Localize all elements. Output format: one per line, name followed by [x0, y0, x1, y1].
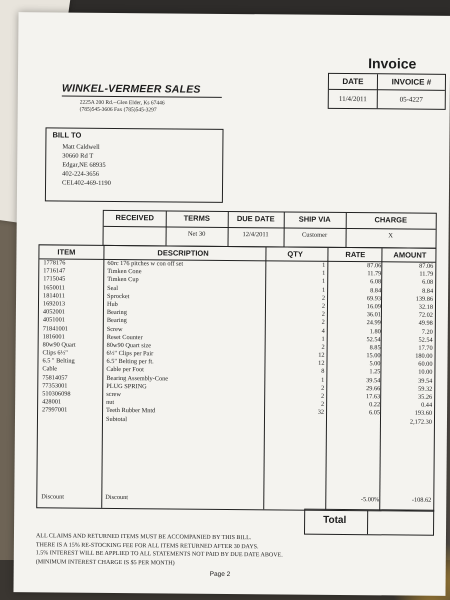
due-date-column	[228, 212, 284, 246]
qty-cell: 1	[321, 286, 326, 294]
amount-cell: 139.86	[415, 295, 434, 303]
amount-cell: 17.70	[418, 344, 433, 352]
description-cell: Hub	[106, 300, 118, 308]
item-cell: 4052001	[42, 308, 65, 316]
ship-via-value: Customer	[301, 231, 328, 239]
amount-cell: 35.26	[417, 393, 433, 401]
amount-cell: 180.00	[415, 352, 433, 360]
description-cell: Timken Cup	[107, 276, 139, 284]
amount-cell: 87.06	[419, 262, 434, 270]
discount-row	[37, 493, 433, 506]
rate-cell: 5.00	[369, 360, 381, 368]
line-items-table	[36, 244, 436, 511]
item-cell: 428001	[42, 398, 62, 406]
description-cell: screw	[106, 390, 121, 399]
amount-cell: 8.84	[422, 287, 434, 295]
amount-cell: 60.00	[418, 360, 433, 369]
rate-cell: 39.54	[366, 376, 381, 384]
item-cell: 80w90 Quart	[42, 341, 76, 349]
total-label: Total	[323, 514, 347, 527]
discount-description: Discount	[105, 493, 129, 502]
rate-cell: 87.06	[367, 262, 382, 270]
description-cell: PLUG SPRING	[106, 382, 147, 391]
item-cell: 71841001	[42, 324, 68, 333]
description-cell: 60rc 176 pitches w con off set	[107, 259, 184, 268]
item-cell: 4051001	[42, 316, 65, 324]
terms-footer	[36, 532, 283, 569]
item-cell: 1650011	[43, 283, 65, 292]
bill-to-line: 402-224-3656	[62, 170, 100, 178]
item-cell: Cable	[42, 365, 58, 373]
item-cell: 75814057	[42, 373, 68, 382]
received-value	[104, 230, 166, 231]
qty-cell: 12	[318, 360, 325, 368]
bill-to-label: BILL TO	[52, 130, 82, 140]
item-cell: 77353001	[42, 382, 68, 390]
received-column	[104, 211, 166, 246]
qty-cell: 1	[322, 278, 326, 286]
item-cell: 1716147	[43, 267, 66, 275]
table-rows	[38, 259, 435, 426]
qty-cell: 4	[321, 327, 325, 335]
rate-cell: 36.01	[366, 311, 381, 319]
item-cell: 1816001	[42, 333, 65, 341]
rate-cell: 11.79	[367, 270, 382, 278]
description-cell: nut	[106, 399, 115, 407]
rate-cell: 15.00	[366, 352, 381, 360]
invoice-sheet	[13, 12, 450, 596]
discount-item: Discount	[41, 493, 65, 501]
rate-cell: 17.63	[365, 393, 381, 401]
rate-cell: 52.54	[366, 335, 381, 343]
due-date-value: 12/4/2011	[242, 231, 269, 239]
amount-cell: 0.44	[421, 401, 433, 409]
page-number: Page 2	[209, 570, 231, 578]
company-name: WINKEL-VERMEER SALES	[61, 82, 201, 96]
qty-cell: 8	[321, 368, 325, 376]
qty-cell: 2	[321, 310, 325, 318]
description-cell: Subtotal	[105, 415, 128, 423]
qty-cell: 2	[321, 302, 326, 310]
invoice-number-label: INVOICE #	[378, 74, 445, 91]
amount-cell: 72.02	[418, 311, 433, 319]
ship-via-column	[284, 212, 346, 247]
description-cell: 6½" Clips per Pair	[106, 349, 154, 358]
total-box	[304, 509, 434, 536]
description-cell: Bearing Assembly-Cone	[106, 374, 169, 383]
received-label: RECEIVED	[115, 212, 154, 223]
bill-to-line: CEL402-469-1190	[62, 179, 111, 187]
footer-line: ALL CLAIMS AND RETURNED ITEMS MUST BE ACCOMPANIED BY THIS BILL.	[35, 533, 252, 542]
qty-cell: 32	[317, 409, 325, 417]
description-cell: Seal	[107, 284, 119, 292]
qty-cell: 2	[321, 319, 325, 327]
company-street: 2225A 200 Rd.--Glen Elder, Ks 67446	[79, 99, 165, 107]
company-underline	[62, 96, 222, 98]
date-invoice-box	[328, 73, 446, 110]
item-cell: 27997001	[42, 406, 68, 414]
discount-rate: -5.00%	[360, 496, 380, 504]
rate-cell: 0.22	[369, 401, 381, 409]
qty-cell: 2	[320, 400, 325, 408]
amount-header: AMOUNT	[393, 250, 427, 260]
rate-cell: 1.25	[369, 368, 381, 376]
description-cell: Reset Counter	[106, 333, 143, 341]
rate-cell: 16.09	[366, 303, 382, 311]
charge-column	[346, 213, 436, 248]
qty-cell: 1	[321, 376, 325, 384]
description-cell: 80w90 Quart size	[106, 341, 152, 350]
rate-header: RATE	[345, 249, 366, 260]
amount-cell: 32.18	[418, 303, 434, 311]
invoice-number: 05-4227	[399, 95, 423, 104]
bill-to-line: Edgar,NE 68935	[62, 161, 106, 169]
rate-cell: 6.05	[368, 409, 381, 417]
rate-cell: 69.93	[366, 294, 382, 303]
rate-cell: 8.85	[369, 344, 381, 352]
qty-cell: 1	[321, 335, 325, 343]
amount-cell: 52.54	[418, 336, 433, 344]
qty-cell: 2	[321, 294, 326, 302]
discount-amount: -108.62	[411, 496, 432, 504]
amount-cell: 49.98	[418, 319, 433, 328]
item-cell: Clips 6½"	[42, 349, 68, 357]
charge-value: X	[388, 232, 393, 240]
amount-cell: 193.60	[414, 409, 433, 418]
description-header: DESCRIPTION	[157, 248, 209, 258]
rate-cell: 6.08	[370, 278, 382, 286]
item-cell: 1715045	[43, 275, 66, 283]
company-phone: (785)545-3606 Fax (785)545-3297	[79, 106, 157, 114]
terms-value: Net 30	[187, 230, 206, 238]
footer-line: 1.5% INTEREST WILL BE APPLIED TO ALL STATEMENTS NOT PAID BY DUE DATE ABOVE.	[35, 550, 283, 559]
item-cell: 510306098	[42, 390, 71, 398]
description-cell: 6.5" Belting per ft.	[106, 358, 154, 366]
item-cell: 1692013	[42, 300, 66, 308]
terms-label: TERMS	[183, 213, 210, 223]
description-cell: Sprocket	[107, 292, 130, 300]
qty-cell: 2	[321, 343, 325, 351]
item-cell: 6.5 " Belting	[42, 357, 75, 365]
rate-cell: 29.66	[366, 384, 381, 393]
description-cell: Cable per Foot	[106, 366, 144, 374]
terms-column	[166, 211, 228, 246]
qty-header: QTY	[287, 249, 303, 259]
rate-cell: 1.80	[369, 327, 381, 335]
item-header: ITEM	[57, 247, 76, 257]
invoice-title: Invoice	[368, 55, 417, 72]
qty-cell: 1	[322, 261, 326, 269]
charge-label: CHARGE	[374, 215, 408, 225]
due-date-label: DUE DATE	[236, 214, 275, 224]
amount-cell: 2,172.30	[409, 418, 433, 426]
amount-cell: 7.20	[421, 328, 433, 336]
order-header-box	[103, 210, 437, 249]
qty-cell	[266, 417, 324, 418]
item-cell: 1814011	[43, 292, 65, 300]
amount-cell: 39.54	[418, 377, 433, 385]
footer-line: THERE IS A 15% RE-STOCKING FEE FOR ALL ITEMS RETURNED AFTER 30 DAYS.	[35, 541, 259, 550]
amount-cell: 59.32	[418, 385, 433, 393]
total-separator	[367, 510, 368, 534]
ship-via-label: SHIP VIA	[298, 214, 331, 224]
qty-cell: 12	[318, 351, 325, 359]
amount-cell: 11.79	[419, 270, 434, 278]
amount-cell: 6.08	[422, 279, 434, 287]
bill-to-line: 30660 Rd T	[62, 152, 94, 160]
description-cell: Timken Cone	[107, 268, 142, 276]
bill-to-box	[45, 127, 224, 203]
bill-to-line: Matt Caldwell	[62, 143, 100, 151]
bill-to-address	[62, 143, 111, 188]
description-cell: Bearing	[106, 317, 127, 325]
rate-cell: 8.84	[370, 286, 382, 294]
description-cell: Teeth Rubber Mntd	[106, 407, 156, 415]
description-cell: Screw	[106, 325, 123, 333]
company-address	[80, 100, 165, 115]
footer-line: (MINIMUM INTEREST CHARGE IS $5 PER MONTH)	[35, 559, 175, 567]
item-cell: 1778176	[43, 259, 66, 267]
rate-cell: 24.99	[366, 319, 381, 327]
date-label: DATE	[329, 74, 378, 90]
qty-cell: 2	[321, 392, 325, 400]
qty-cell: 2	[321, 384, 325, 392]
amount-cell: 10.00	[418, 369, 433, 377]
invoice-date: 11/4/2011	[329, 90, 378, 108]
description-cell: Bearing	[106, 309, 127, 317]
qty-cell: 1	[322, 269, 326, 278]
